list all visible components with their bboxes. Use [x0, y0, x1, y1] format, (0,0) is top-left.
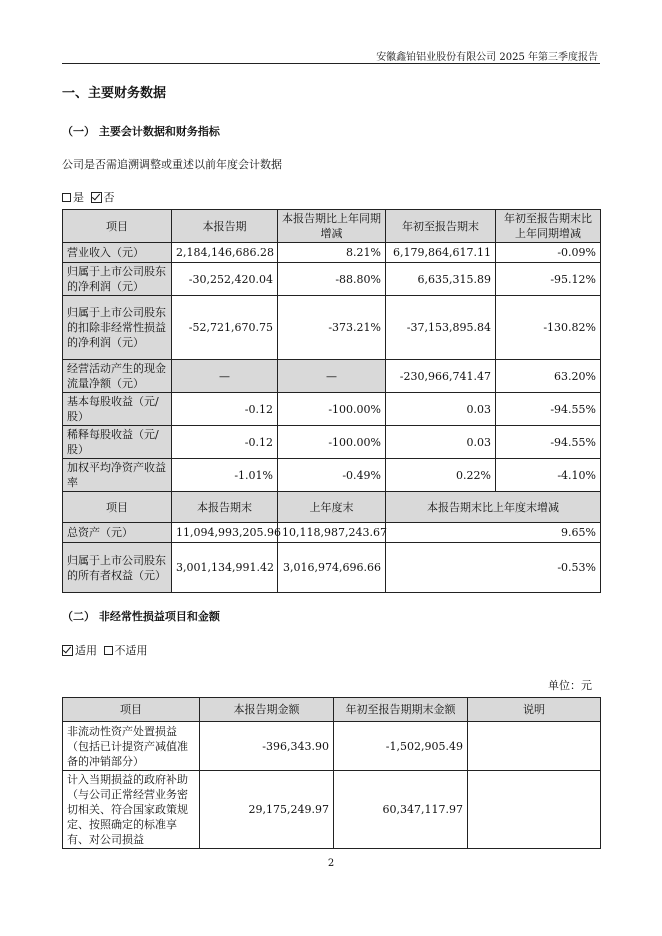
cell-value: 3,016,974,696.66 [278, 543, 386, 593]
cell-value: 0.03 [386, 393, 496, 426]
table-row [63, 296, 601, 360]
cell-value: -0.12 [172, 426, 278, 459]
cell-value: -130.82% [496, 296, 601, 360]
cell-value: 11,094,993,205.96 [172, 523, 278, 543]
option-yes-label: 是 [73, 191, 84, 204]
cell-value: -100.00% [278, 393, 386, 426]
header-cell: 本报告期末 [172, 492, 278, 523]
cell-value: 2,184,146,686.28 [172, 243, 278, 263]
option-no-label: 否 [103, 191, 115, 204]
report-header-title: 安徽鑫铂铝业股份有限公司 2025 年第三季度报告 [376, 52, 598, 63]
cell-value: -88.80% [278, 263, 386, 296]
section-title: 一、主要财务数据 [62, 86, 167, 101]
cell-value: -396,343.90 [200, 722, 334, 771]
cell-value: -52,721,670.75 [172, 296, 278, 360]
applicability-options [62, 642, 148, 658]
cell-value: -373.21% [278, 296, 386, 360]
checkbox-not-apply[interactable] [104, 646, 113, 655]
cell-value: -100.00% [278, 426, 386, 459]
header-cell: 本报告期 [172, 210, 278, 243]
cell-value: -0.12 [172, 393, 278, 426]
unit-label: 单位：元 [548, 679, 592, 692]
subsection-title-2: （二） 非经常性损益项目和金额 [62, 610, 220, 623]
cell-value: -1.01% [172, 459, 278, 492]
cell-value: 0.22% [386, 459, 496, 492]
table-row [63, 722, 601, 771]
row-label: 基本每股收益（元/股） [63, 393, 172, 426]
cell-value: -30,252,420.04 [172, 263, 278, 296]
checkbox-no-checked[interactable] [91, 192, 102, 203]
page-number: 2 [327, 858, 335, 869]
cell-note [468, 771, 601, 849]
cell-value: 10,118,987,243.67 [278, 523, 386, 543]
cell-value: -1,502,905.49 [334, 722, 468, 771]
table-header-row [63, 210, 601, 243]
table-row [63, 360, 601, 393]
option-not-apply-label: 不适用 [114, 644, 148, 657]
table-row [63, 426, 601, 459]
cell-value: 60,347,117.97 [334, 771, 468, 849]
header-cell: 年初至报告期末 [386, 210, 496, 243]
financial-indicators-table [62, 209, 601, 593]
header-cell: 说明 [468, 698, 601, 722]
cell-value: -0.53% [386, 543, 601, 593]
cell-value: 9.65% [386, 523, 601, 543]
row-label: 计入当期损益的政府补助（与公司正常经营业务密切相关、符合国家政策规定、按照确定的标准享有、对公司损益 [63, 771, 200, 849]
table-header-row-2 [63, 492, 601, 523]
cell-value: -4.10% [496, 459, 601, 492]
header-cell: 项目 [63, 698, 200, 722]
non-recurring-items-table [62, 697, 601, 849]
option-apply-label: 适用 [75, 644, 97, 657]
row-label: 归属于上市公司股东的所有者权益（元） [63, 543, 172, 593]
header-cell: 本报告期金额 [200, 698, 334, 722]
cell-value: -37,153,895.84 [386, 296, 496, 360]
header-cell: 年初至报告期期末金额 [334, 698, 468, 722]
table-row [63, 523, 601, 543]
cell-value: -0.49% [278, 459, 386, 492]
cell-value: -0.09% [496, 243, 601, 263]
header-cell: 年初至报告期末比上年同期增减 [496, 210, 601, 243]
cell-value: -94.55% [496, 393, 601, 426]
subsection-title-1: （一） 主要会计数据和财务指标 [62, 125, 220, 138]
row-label: 非流动性资产处置损益（包括已计提资产减值准备的冲销部分） [63, 722, 200, 771]
cell-value: 63.20% [496, 360, 601, 393]
cell-value: 8.21% [278, 243, 386, 263]
table-row [63, 459, 601, 492]
cell-value: 0.03 [386, 426, 496, 459]
checkbox-yes[interactable] [62, 193, 71, 202]
row-label: 归属于上市公司股东的扣除非经常性损益的净利润（元） [63, 296, 172, 360]
table-row [63, 771, 601, 849]
cell-value: 6,179,864,617.11 [386, 243, 496, 263]
table-row [63, 263, 601, 296]
cell-value: — [278, 360, 386, 393]
table-row [63, 543, 601, 593]
header-cell: 项目 [63, 210, 172, 243]
cell-value: -95.12% [496, 263, 601, 296]
cell-value: — [172, 360, 278, 393]
row-label: 经营活动产生的现金流量净额（元） [63, 360, 172, 393]
cell-note [468, 722, 601, 771]
header-cell: 上年度末 [278, 492, 386, 523]
row-label: 归属于上市公司股东的净利润（元） [63, 263, 172, 296]
cell-value: 29,175,249.97 [200, 771, 334, 849]
cell-value: -94.55% [496, 426, 601, 459]
checkbox-apply-checked[interactable] [62, 645, 73, 656]
header-cell: 本报告期比上年同期增减 [278, 210, 386, 243]
cell-value: 3,001,134,991.42 [172, 543, 278, 593]
header-divider [62, 63, 600, 64]
row-label: 加权平均净资产收益率 [63, 459, 172, 492]
table-row [63, 243, 601, 263]
cell-value: 6,635,315.89 [386, 263, 496, 296]
table-header-row [63, 698, 601, 722]
table-row [63, 393, 601, 426]
row-label: 总资产（元） [63, 523, 172, 543]
restatement-options [62, 189, 115, 205]
header-cell: 项目 [63, 492, 172, 523]
restatement-question: 公司是否需追溯调整或重述以前年度会计数据 [62, 158, 282, 171]
header-cell: 本报告期末比上年度末增减 [386, 492, 601, 523]
row-label: 营业收入（元） [63, 243, 172, 263]
row-label: 稀释每股收益（元/股） [63, 426, 172, 459]
cell-value: -230,966,741.47 [386, 360, 496, 393]
